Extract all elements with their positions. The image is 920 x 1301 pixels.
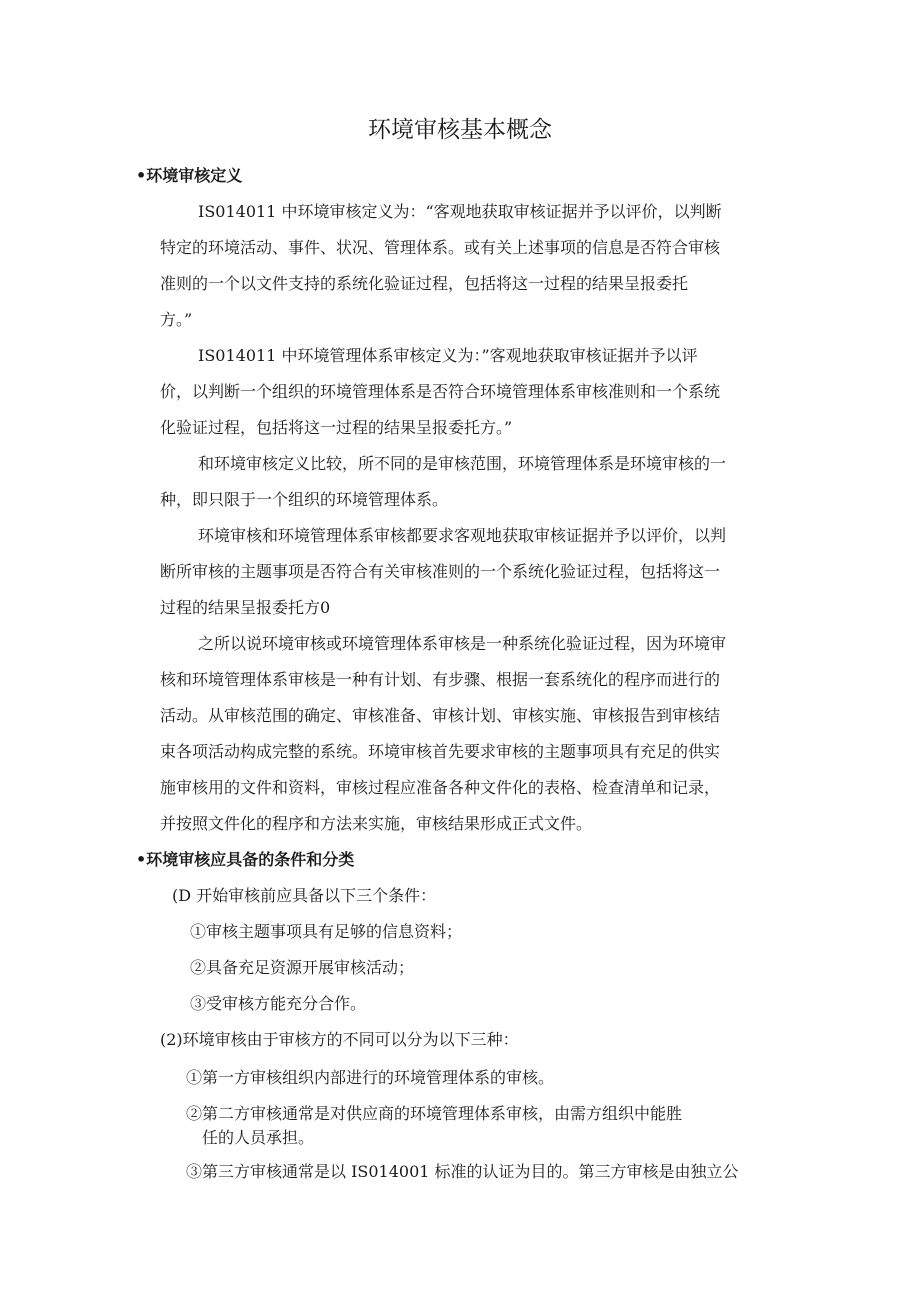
paragraph-line: 并按照文件化的程序和方法来实施，审核结果形成正式文件。 (160, 814, 593, 833)
paragraph-line: 和环境审核定义比较，所不同的是审核范围，环境管理体系是环境审核的一 (198, 454, 727, 473)
section-heading-definition: •环境审核定义 (136, 166, 243, 185)
paragraph-line: 方。” (160, 310, 193, 329)
paragraph-line: 化验证过程，包括将这一过程的结果呈报委托方。” (160, 418, 513, 437)
paragraph-line: 施审核用的文件和资料，审核过程应准备各种文件化的表格、检查清单和记录， (160, 778, 721, 797)
list-item: ③第三方审核通常是以 IS014001 标准的认证为目的。第三方审核是由独立公 (186, 1162, 739, 1181)
list-item: ①审核主题事项具有足够的信息资料； (190, 922, 463, 941)
paragraph-line: 之所以说环境审核或环境管理体系审核是一种系统化验证过程，因为环境审 (198, 634, 727, 653)
paragraph-line: 束各项活动构成完整的系统。环境审核首先要求审核的主题事项具有充足的供实 (160, 742, 721, 761)
list-item: ③受审核方能充分合作。 (190, 994, 367, 1013)
list-item: ①第一方审核组织内部进行的环境管理体系的审核。 (186, 1068, 555, 1087)
list-item-continuation: 任的人员承担。 (202, 1128, 315, 1147)
paragraph-line: IS014011 中环境审核定义为：“客观地获取审核证据并予以评价，以判断 (198, 202, 722, 221)
paragraph-line: 环境审核和环境管理体系审核都要求客观地获取审核证据并予以评价，以判 (198, 526, 727, 545)
paragraph-line: 活动。从审核范围的确定、审核准备、审核计划、审核实施、审核报告到审核结 (160, 706, 721, 725)
document-title: 环境审核基本概念 (368, 117, 552, 143)
paragraph-line: 种，即只限于一个组织的环境管理体系。 (160, 490, 449, 509)
section-heading-conditions: •环境审核应具备的条件和分类 (136, 850, 355, 869)
list-item: ②第二方审核通常是对供应商的环境管理体系审核，由需方组织中能胜 (186, 1104, 683, 1123)
list-item: ②具备充足资源开展审核活动； (190, 958, 415, 977)
paragraph-line: 价，以判断一个组织的环境管理体系是否符合环境管理体系审核准则和一个系统 (160, 382, 721, 401)
list-intro-conditions: (D 开始审核前应具备以下三个条件： (172, 886, 437, 905)
paragraph-line: 核和环境管理体系审核是一种有计划、有步骤、根据一套系统化的程序而进行的 (160, 670, 721, 689)
paragraph-line: IS014011 中环境管理体系审核定义为：”客观地获取审核证据并予以评 (198, 346, 698, 365)
list-intro-classification: (2)环境审核由于审核方的不同可以分为以下三种： (160, 1030, 519, 1049)
paragraph-line: 断所审核的主题事项是否符合有关审核准则的一个系统化验证过程，包括将这一 (160, 562, 721, 581)
paragraph-line: 准则的一个以文件支持的系统化验证过程，包括将这一过程的结果呈报委托 (160, 274, 689, 293)
paragraph-line: 特定的环境活动、事件、状况、管理体系。或有关上述事项的信息是否符合审核 (160, 238, 721, 257)
paragraph-line: 过程的结果呈报委托方0 (160, 598, 331, 617)
